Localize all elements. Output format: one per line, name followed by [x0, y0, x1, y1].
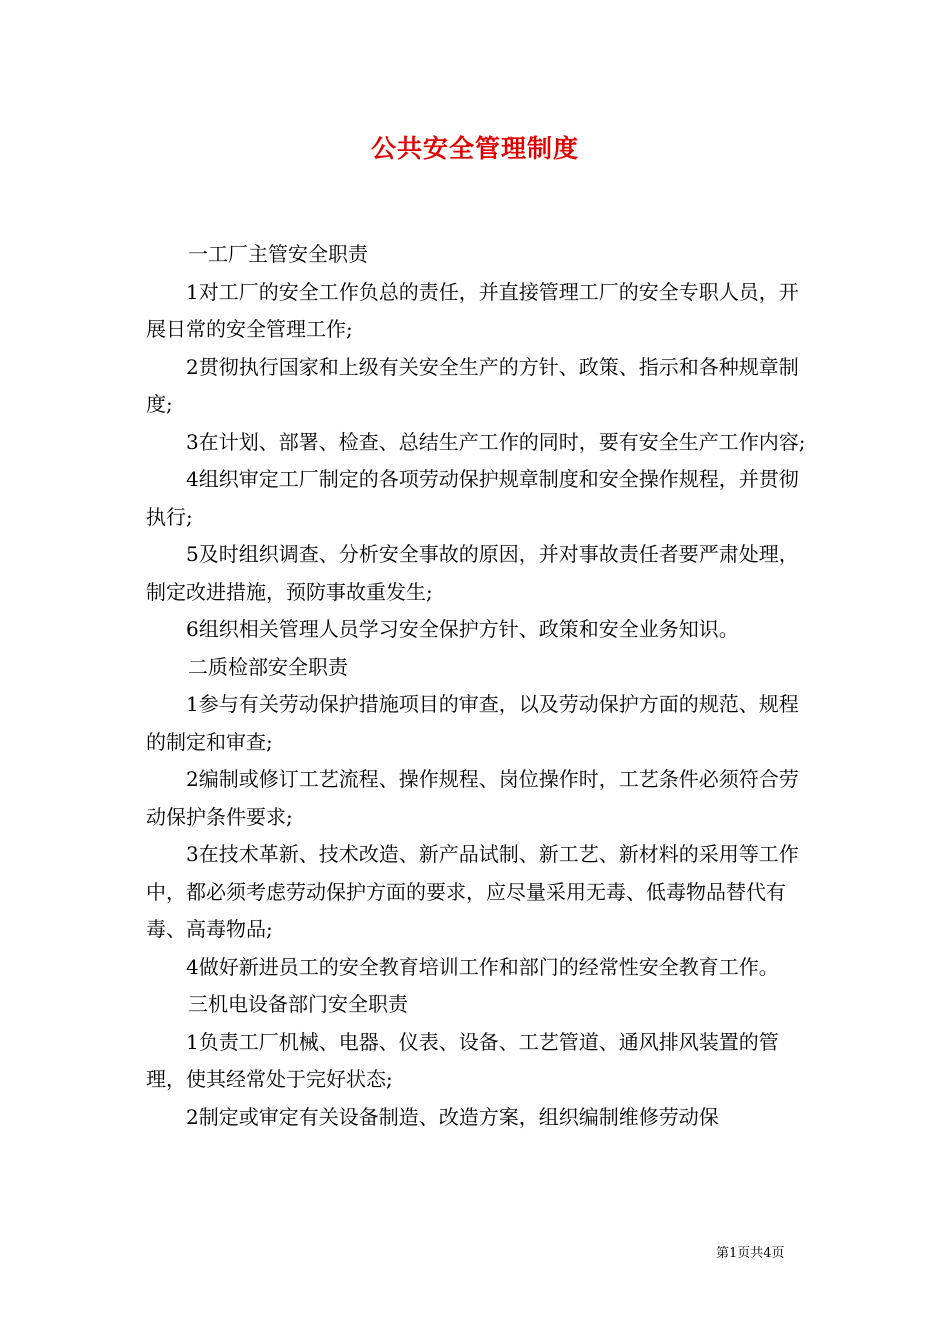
list-item: 1参与有关劳动保护措施项目的审查，以及劳动保护方面的规范、规程的制定和审查;	[146, 692, 799, 754]
list-item: 5及时组织调查、分析安全事故的原因，并对事故责任者要严肃处理，制定改进措施，预防事故重发生;	[146, 542, 799, 604]
list-item: 2编制或修订工艺流程、操作规程、岗位操作时，工艺条件必须符合劳动保护条件要求;	[146, 767, 799, 829]
list-item: 6组织相关管理人员学习安全保护方针、政策和安全业务知识。	[186, 617, 739, 641]
page-title: 公共安全管理制度	[370, 134, 579, 163]
list-item: 1对工厂的安全工作负总的责任，并直接管理工厂的安全专职人员，开展日常的安全管理工作;	[146, 279, 799, 341]
document-body	[146, 236, 814, 1136]
list-item: 4做好新进员工的安全教育培训工作和部门的经常性安全教育工作。	[186, 954, 779, 979]
section-heading: 三机电设备部门安全职责	[188, 992, 408, 1016]
list-item: 2贯彻执行国家和上级有关安全生产的方针、政策、指示和各种规章制度;	[146, 354, 799, 416]
section-heading: 一工厂主管安全职责	[188, 242, 368, 266]
list-item: 4组织审定工厂制定的各项劳动保护规章制度和安全操作规程，并贯彻执行;	[146, 467, 799, 529]
list-item: 2制定或审定有关设备制造、改造方案，组织编制维修劳动保	[186, 1104, 719, 1129]
list-item: 3在计划、部署、检查、总结生产工作的同时，要有安全生产工作内容;	[186, 429, 806, 454]
section-heading: 二质检部安全职责	[188, 654, 348, 679]
list-item: 3在技术革新、技术改造、新产品试制、新工艺、新材料的采用等工作中，都必须考虑劳动保护方面的要求，应尽量采用无毒、低毒物品替代有毒、高毒物品;	[146, 842, 799, 941]
page-number: 第1页共4页	[716, 1246, 785, 1261]
list-item: 1负责工厂机械、电器、仪表、设备、工艺管道、通风排风装置的管理，使其经常处于完好状态;	[146, 1029, 779, 1091]
